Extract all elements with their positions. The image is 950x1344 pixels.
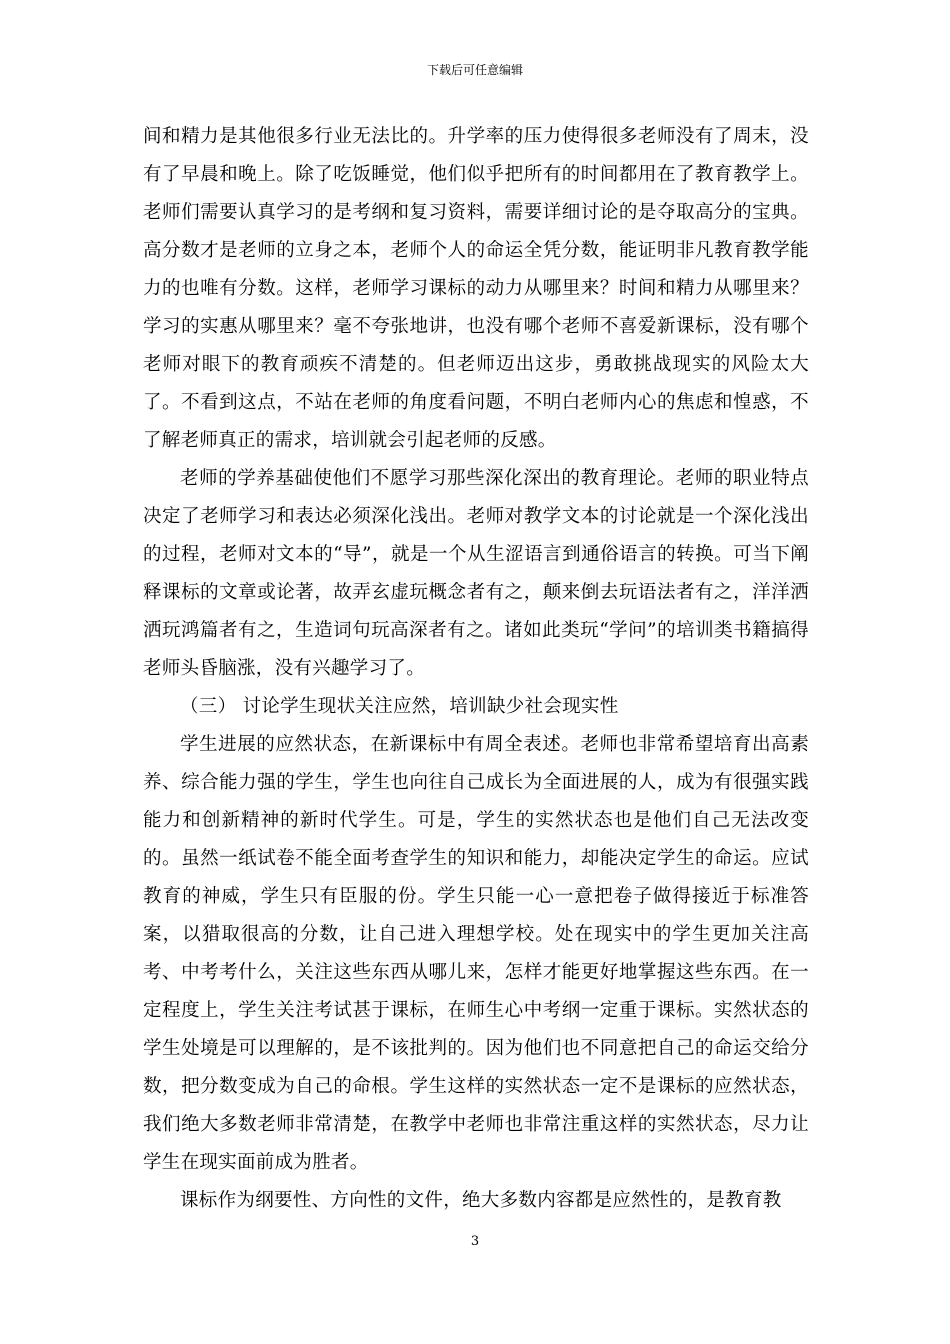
page-header: 下载后可任意编辑 [426,63,523,77]
paragraph-teacher-learning: 老师的学养基础使他们不愿学习那些深化深出的教育理论。老师的职业特点决定了老师学习和表达必须深化浅出。老师对教学文本的讨论就是一个深化浅出的过程，老师对文本的“导”，就是一个从生涩语言到通俗语言的转换。可当下阐释课标的文章或论著，故弄玄虚玩概念者有之，颠来倒去玩语法者有之，洋洋洒洒玩鸿篇者有之，生造词句玩高深者有之。诸如此类玩“学问”的培训类书籍搞得老师头昏脑涨，没有兴趣学习了。 [143,468,809,679]
document-body [143,118,809,1220]
paragraph-curriculum-standard: 课标作为纲要性、方向性的文件，绝大多数内容都是应然性的，是教育教 [180,1190,782,1211]
page-number: 3 [470,1234,480,1249]
paragraph-student-status: 学生进展的应然状态，在新课标中有周全表述。老师也非常希望培育出高素养、综合能力强的学生，学生也向往自己成长为全面进展的人，成为有很强实践能力和创新精神的新时代学生。可是，学生的实然状态也是他们自己无法改变的。虽然一纸试卷不能全面考查学生的知识和能力，却能决定学生的命运。应试教育的神威，学生只有臣服的份。学生只能一心一意把卷子做得接近于标准答案，以猎取很高的分数，让自己进入理想学校。处在现实中的学生更加关注高考、中考考什么，关注这些东西从哪儿来，怎样才能更好地掌握这些东西。在一定程度上，学生关注考试甚于课标，在师生心中考纲一定重于课标。实然状态的学生处境是可以理解的，是不该批判的。因为他们也不同意把自己的命运交给分数，把分数变成为自己的命根。学生这样的实然状态一定不是课标的应然状态，我们绝大多数老师非常清楚，在教学中老师也非常注重这样的实然状态，尽力让学生在现实面前成为胜者。 [143,734,809,1173]
section-heading: （三） 讨论学生现状关注应然，培训缺少社会现实性 [180,696,619,717]
paragraph-continued: 间和精力是其他很多行业无法比的。升学率的压力使得很多老师没有了周末，没有了早晨和晚上。除了吃饭睡觉，他们似乎把所有的时间都用在了教育教学上。老师们需要认真学习的是考纲和复习资料，需要详细讨论的是夺取高分的宝典。高分数才是老师的立身之本，老师个人的命运全凭分数，能证明非凡教育教学能力的也唯有分数。这样，老师学习课标的动力从哪里来？时间和精力从哪里来？学习的实惠从哪里来？毫不夸张地讲，也没有哪个老师不喜爱新课标，没有哪个老师对眼下的教育顽疾不清楚的。但老师迈出这步，勇敢挑战现实的风险太大了。不看到这点，不站在老师的角度看问题，不明白老师内心的焦虑和惶惑，不了解老师真正的需求，培训就会引起老师的反感。 [143,126,809,451]
